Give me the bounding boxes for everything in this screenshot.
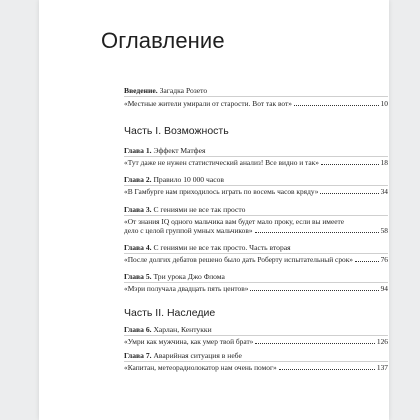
chapter-label: Глава 1. xyxy=(124,146,152,155)
chapter-1-heading xyxy=(124,146,205,155)
chapter-quote: «Мэри получала двадцать пять центов» xyxy=(124,284,249,293)
toc-entry-intro[interactable] xyxy=(124,99,388,108)
chapter-title: С гениями не все так просто xyxy=(153,205,246,214)
chapter-label: Глава 4. xyxy=(124,243,152,252)
page-number: 137 xyxy=(376,363,388,372)
chapter-title: Харлан, Кентукки xyxy=(153,325,212,334)
chapter-title: Эффект Матфея xyxy=(153,146,206,155)
chapter-6-heading xyxy=(124,325,212,334)
page-number: 58 xyxy=(380,226,388,235)
leader-dots xyxy=(320,193,378,194)
intro-label: Введение. xyxy=(124,86,158,95)
part-2-heading: Часть II. Наследие xyxy=(124,307,216,319)
chapter-label: Глава 6. xyxy=(124,325,152,334)
chapter-3-heading xyxy=(124,205,245,214)
intro-quote: «Местные жители умирали от старости. Вот так вот» xyxy=(124,99,292,108)
divider xyxy=(124,282,388,283)
page-number: 10 xyxy=(380,99,388,108)
page-number: 34 xyxy=(380,187,388,196)
leader-dots xyxy=(250,290,378,291)
leader-dots xyxy=(279,369,375,370)
chapter-2-heading xyxy=(124,175,224,184)
chapter-title: С гениями не все так просто. Часть вторая xyxy=(153,243,291,252)
intro-heading xyxy=(124,86,207,95)
toc-entry-chapter-5[interactable] xyxy=(124,284,388,293)
chapter-title: Три урока Джо Флома xyxy=(153,272,225,281)
chapter-quote: «Тут даже не нужен статистический анализ! Все видно и так» xyxy=(124,158,319,167)
chapter-5-heading xyxy=(124,272,225,281)
divider xyxy=(124,215,388,216)
part-1-heading: Часть I. Возможность xyxy=(124,125,229,137)
page-number: 94 xyxy=(380,284,388,293)
toc-entry-chapter-3[interactable] xyxy=(124,217,388,235)
chapter-quote: «В Гамбурге нам приходилось играть по восемь часов кряду» xyxy=(124,187,319,196)
leader-dots xyxy=(321,164,379,165)
toc-entry-chapter-6[interactable] xyxy=(124,337,388,346)
chapter-4-heading xyxy=(124,243,291,252)
chapter-title: Аварийная ситуация в небе xyxy=(153,351,242,360)
divider xyxy=(124,335,388,336)
divider xyxy=(124,185,388,186)
chapter-quote-line-2: дело с целой группой умных мальчиков» xyxy=(124,226,253,235)
chapter-label: Глава 3. xyxy=(124,205,152,214)
intro-title: Загадка Розето xyxy=(159,86,208,95)
leader-dots xyxy=(355,261,379,262)
divider xyxy=(124,96,388,97)
page-number: 126 xyxy=(376,337,388,346)
chapter-label: Глава 5. xyxy=(124,272,152,281)
divider xyxy=(124,156,388,157)
toc-entry-chapter-7[interactable] xyxy=(124,363,388,372)
chapter-label: Глава 2. xyxy=(124,175,152,184)
page-number: 18 xyxy=(380,158,388,167)
chapter-title: Правило 10 000 часов xyxy=(153,175,224,184)
divider xyxy=(124,253,388,254)
chapter-quote: «После долгих дебатов решено было дать Роберту испытательный срок» xyxy=(124,255,353,264)
chapter-quote-line-1: «От знания IQ одного мальчика вам будет мало проку, если вы имеете xyxy=(124,217,345,226)
page-title: Оглавление xyxy=(101,28,225,53)
leader-dots xyxy=(294,105,379,106)
book-page xyxy=(39,0,389,420)
divider xyxy=(124,361,388,362)
page-number: 76 xyxy=(380,255,388,264)
chapter-quote: «Умри как мужчина, как умер твой брат» xyxy=(124,337,254,346)
chapter-label: Глава 7. xyxy=(124,351,152,360)
leader-dots xyxy=(255,232,379,233)
leader-dots xyxy=(255,343,375,344)
toc-entry-chapter-4[interactable] xyxy=(124,255,388,264)
toc-entry-chapter-2[interactable] xyxy=(124,187,388,196)
toc-entry-chapter-1[interactable] xyxy=(124,158,388,167)
chapter-7-heading xyxy=(124,351,242,360)
chapter-quote: «Капитан, метеорадиолокатор нам очень помог» xyxy=(124,363,277,372)
